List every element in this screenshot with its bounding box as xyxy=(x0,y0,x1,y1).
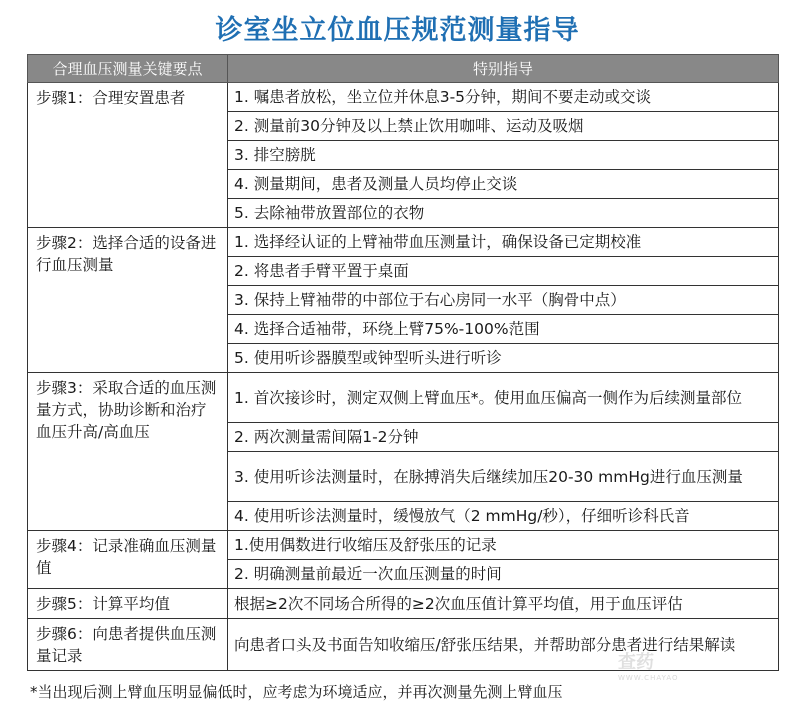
step-1-item: 5. 去除袖带放置部位的衣物 xyxy=(228,199,779,228)
step-5-label: 步骤5：计算平均值 xyxy=(28,589,228,619)
step-1-label: 步骤1：合理安置患者 xyxy=(28,83,228,228)
page-title: 诊室坐立位血压规范测量指导 xyxy=(215,15,580,46)
step-2-item: 1. 选择经认证的上臂袖带血压测量计，确保设备已定期校准 xyxy=(228,228,779,257)
step-2-label: 步骤2：选择合适的设备进行血压测量 xyxy=(28,228,228,373)
step-2-item: 4. 选择合适袖带，环绕上臂75%-100%范围 xyxy=(228,315,779,344)
step-1-item: 4. 测量期间，患者及测量人员均停止交谈 xyxy=(228,170,779,199)
step-4-item: 2. 明确测量前最近一次血压测量的时间 xyxy=(228,560,779,589)
step-1-item: 1. 嘱患者放松，坐立位并休息3-5分钟，期间不要走动或交谈 xyxy=(228,83,779,112)
step-3-item: 4. 使用听诊法测量时，缓慢放气（2 mmHg/秒），仔细听诊科氏音 xyxy=(228,502,779,531)
step-4-item: 1.使用偶数进行收缩压及舒张压的记录 xyxy=(228,531,779,560)
header-special-guidance: 特别指导 xyxy=(228,55,779,83)
table-row xyxy=(28,83,779,112)
watermark-text: 查药 xyxy=(618,652,654,673)
step-6-label: 步骤6：向患者提供血压测量记录 xyxy=(28,619,228,671)
step-4-label: 步骤4：记录准确血压测量值 xyxy=(28,531,228,589)
step-1-item: 2. 测量前30分钟及以上禁止饮用咖啡、运动及吸烟 xyxy=(228,112,779,141)
footnote: *当出现后测上臂血压明显偏低时，应考虑为环境适应，并再次测量先测上臂血压 xyxy=(30,683,563,701)
step-6-item: 向患者口头及书面告知收缩压/舒张压结果，并帮助部分患者进行结果解读 xyxy=(228,619,779,671)
watermark xyxy=(618,648,768,688)
step-3-item: 3. 使用听诊法测量时，在脉搏消失后继续加压20-30 mmHg进行血压测量 xyxy=(228,452,779,502)
table-row xyxy=(28,531,779,560)
step-1-item: 3. 排空膀胱 xyxy=(228,141,779,170)
watermark-sub: WWW.CHAYAO xyxy=(618,674,679,682)
header-key-points: 合理血压测量关键要点 xyxy=(28,55,228,83)
step-5-item: 根据≥2次不同场合所得的≥2次血压值计算平均值，用于血压评估 xyxy=(228,589,779,619)
step-3-item: 2. 两次测量需间隔1-2分钟 xyxy=(228,423,779,452)
step-2-item: 3. 保持上臂袖带的中部位于右心房同一水平（胸骨中点） xyxy=(228,286,779,315)
step-2-item: 5. 使用听诊器膜型或钟型听头进行听诊 xyxy=(228,344,779,373)
header-row xyxy=(28,55,779,83)
step-2-item: 2. 将患者手臂平置于桌面 xyxy=(228,257,779,286)
table-row xyxy=(28,373,779,423)
step-3-item: 1. 首次接诊时，测定双侧上臂血压*。使用血压偏高一侧作为后续测量部位 xyxy=(228,373,779,423)
table-row xyxy=(28,589,779,619)
step-3-label: 步骤3：采取合适的血压测量方式，协助诊断和治疗血压升高/高血压 xyxy=(28,373,228,531)
guidance-table xyxy=(27,54,779,671)
table-row xyxy=(28,228,779,257)
